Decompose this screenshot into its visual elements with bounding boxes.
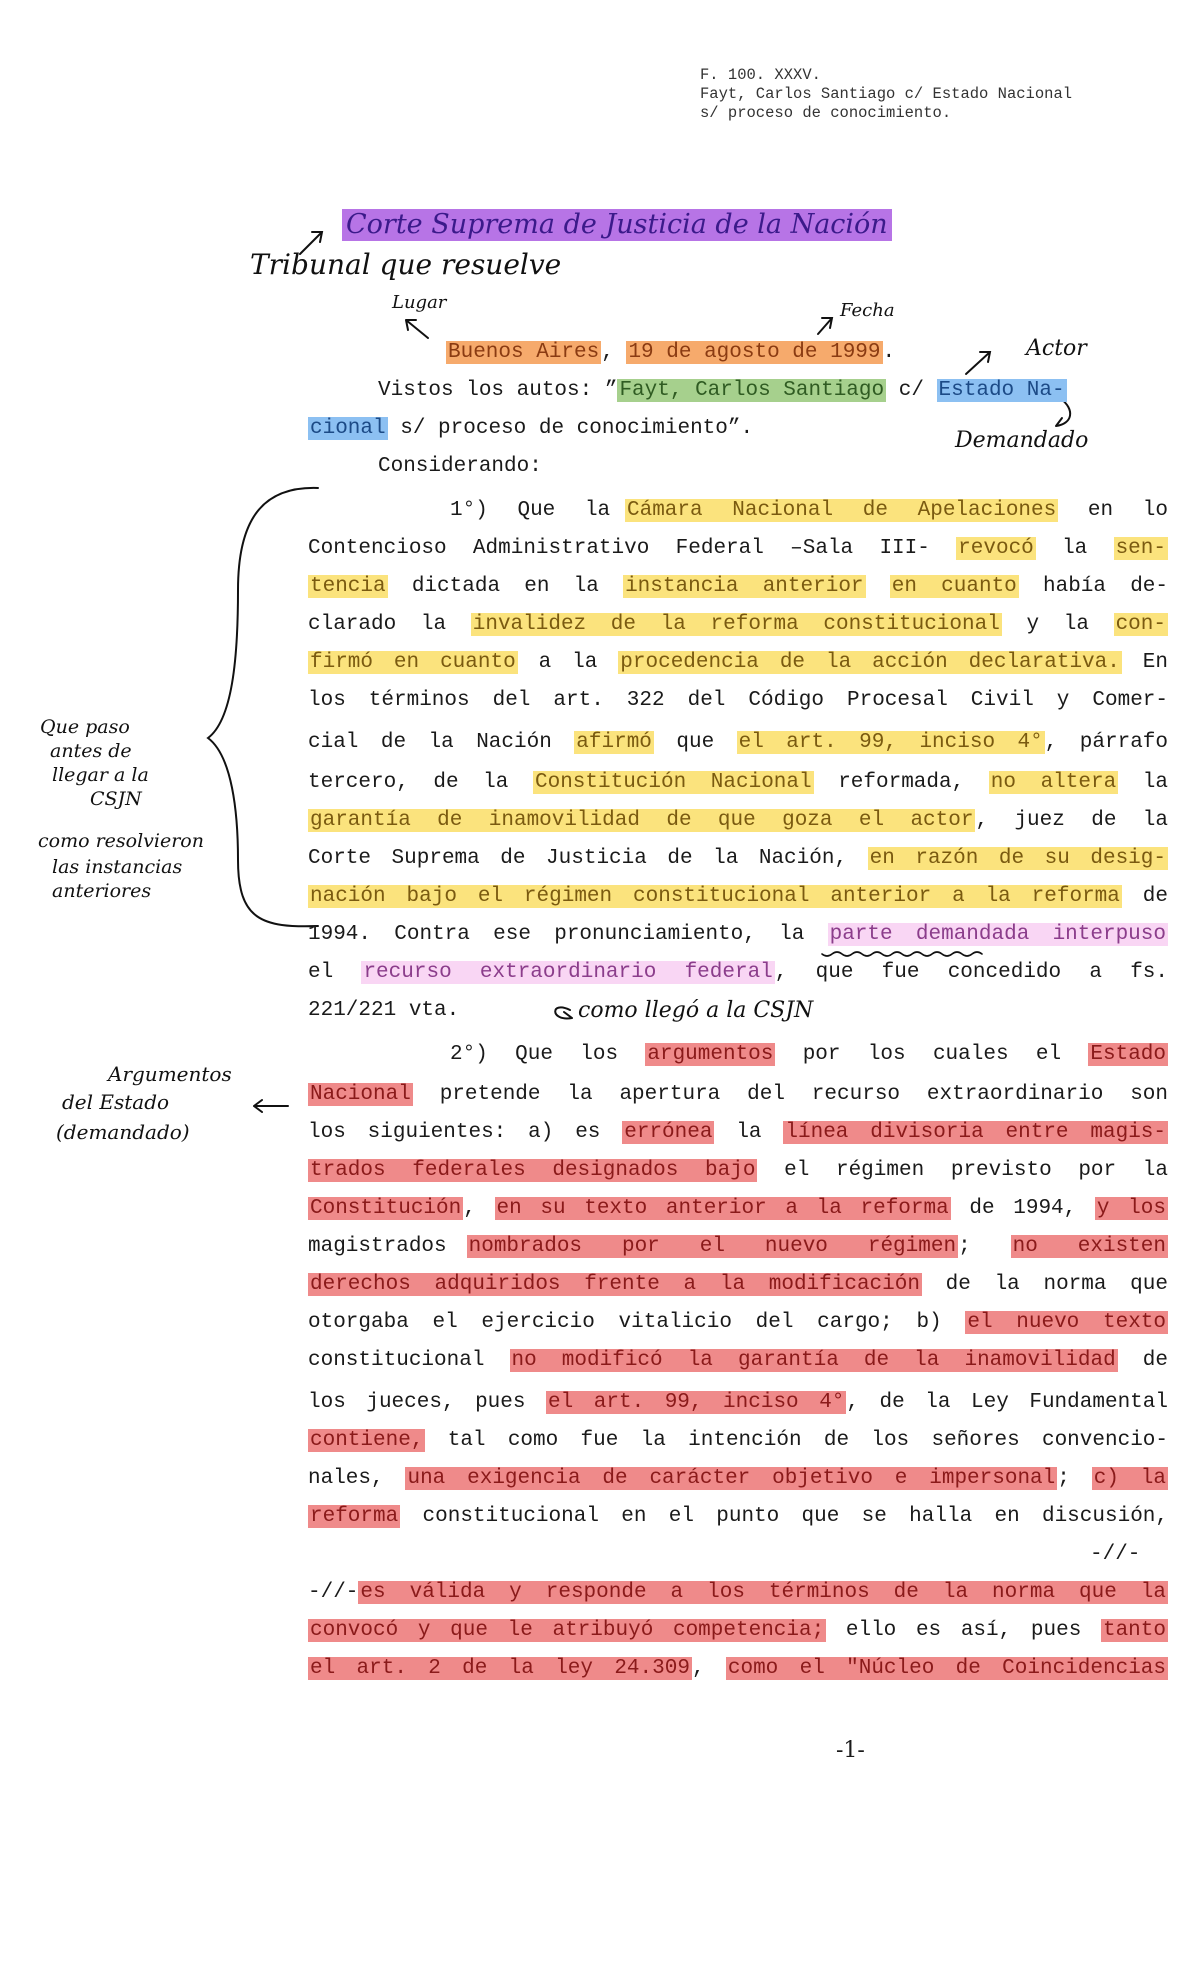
- arrow-lugar: [406, 320, 428, 338]
- case-header: [700, 66, 1072, 123]
- date: 19 de agosto de 1999: [628, 341, 881, 364]
- vistos-line-2: cional s/ proceso de conocimiento”.: [310, 417, 754, 440]
- actor-name: Fayt, Carlos Santiago: [619, 379, 885, 402]
- vistos-line: Vistos los autos: ”Fayt, Carlos Santiago c/ Estado Na-: [378, 379, 1065, 402]
- left-brace: [208, 488, 318, 926]
- case-parties: Fayt, Carlos Santiago c/ Estado Nacional: [700, 85, 1073, 103]
- defendant-name: Estado Na-: [938, 379, 1065, 402]
- squiggle-parte-demandada: [822, 952, 982, 956]
- annotation-fecha: Fecha: [840, 300, 895, 321]
- place-date-line: Buenos Aires, 19 de agosto de 1999.: [448, 341, 896, 364]
- arrow-fecha: [818, 318, 832, 334]
- annotation-demandado: Demandado: [955, 428, 1089, 453]
- page-number: -1-: [836, 1738, 865, 1763]
- court-title: Corte Suprema de Justicia de la Nación: [342, 209, 892, 241]
- annotation-lugar: Lugar: [392, 292, 447, 313]
- case-number: F. 100. XXXV.: [700, 66, 821, 84]
- arrow-argumentos: [254, 1100, 288, 1112]
- considerando: Considerando:: [378, 455, 542, 478]
- annotation-como-llego: como llegó a la CSJN: [578, 998, 814, 1023]
- annotation-tribunal: Tribunal que resuelve: [250, 248, 562, 281]
- annotation-actor: Actor: [1026, 336, 1087, 361]
- place: Buenos Aires: [448, 341, 600, 364]
- case-subject: s/ proceso de conocimiento.: [700, 104, 952, 122]
